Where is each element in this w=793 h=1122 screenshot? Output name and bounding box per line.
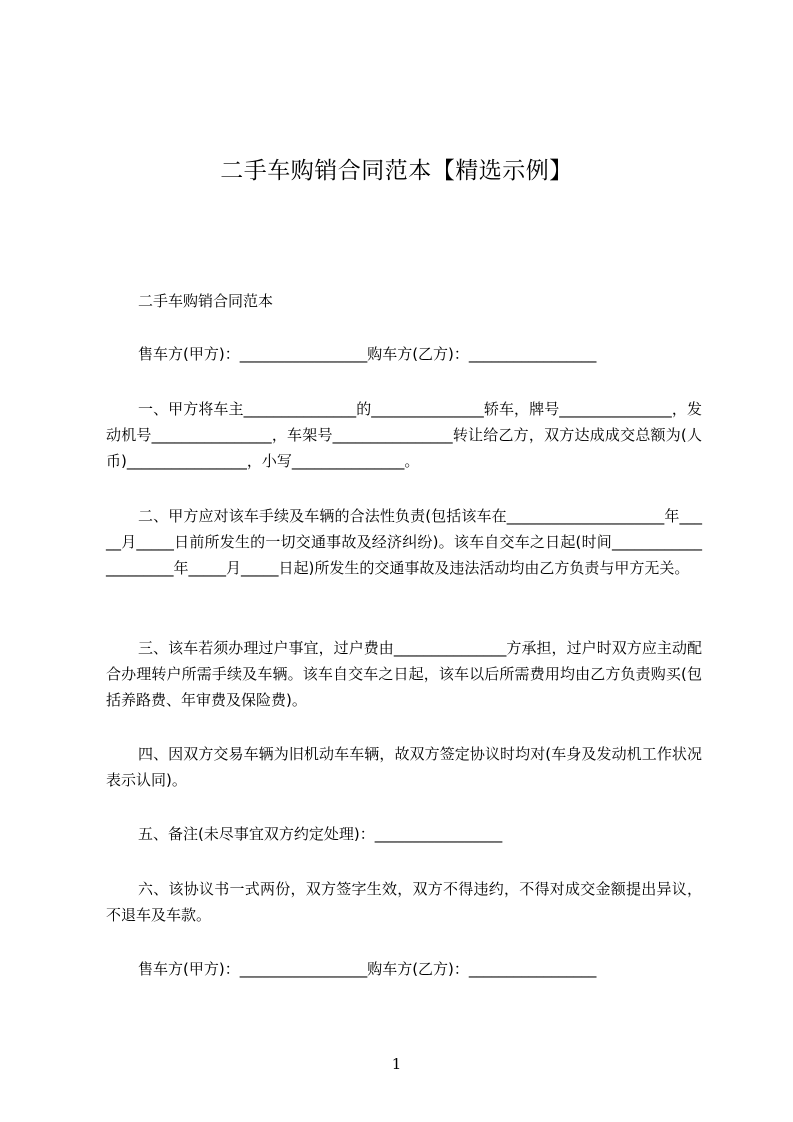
clause-6: 六、该协议书一式两份，双方签字生效，双方不得违约，不得对成交金额提出异议，不退车及车款。 <box>106 880 702 924</box>
parties-line-top: 售车方(甲方)：_________________购车方(乙方)：_________________ <box>138 345 597 363</box>
page-number: 1 <box>391 1055 402 1073</box>
clause-5: 五、备注(未尽事宜双方约定处理)：_________________ <box>138 825 503 843</box>
clause-3: 三、该车若须办理过户事宜，过户费由_______________方承担，过户时双方应主动配合办理转户所需手续及车辆。该车自交车之日起，该车以后所需费用均由乙方负责购买(包括养路费、年审费及保险费)。 <box>106 639 702 709</box>
clause-2: 二、甲方应对该车手续及车辆的合法性负责(包括该车在_____________________年_____月_____日前所发生的一切交通事故及经济纠纷)。该车自交车之日起(时间_____________________年_____月_____日起)所发生的交通事故及违法活动均由乙方负责与甲方无关。 <box>106 507 702 577</box>
contract-subtitle: 二手车购销合同范本 <box>138 292 274 310</box>
clause-4: 四、因双方交易车辆为旧机动车车辆，故双方签定协议时均对(车身及发动机工作状况表示认同)。 <box>106 745 702 789</box>
parties-line-bottom: 售车方(甲方)：_________________购车方(乙方)：_________________ <box>138 960 597 978</box>
clause-1: 一、甲方将车主_______________的_______________轿车，牌号_______________，发动机号________________，车架号________________转让给乙方，双方达成成交总额为(人币)________________，小写_______________。 <box>106 400 702 470</box>
document-title: 二手车购销合同范本【精选示例】 <box>220 158 573 185</box>
